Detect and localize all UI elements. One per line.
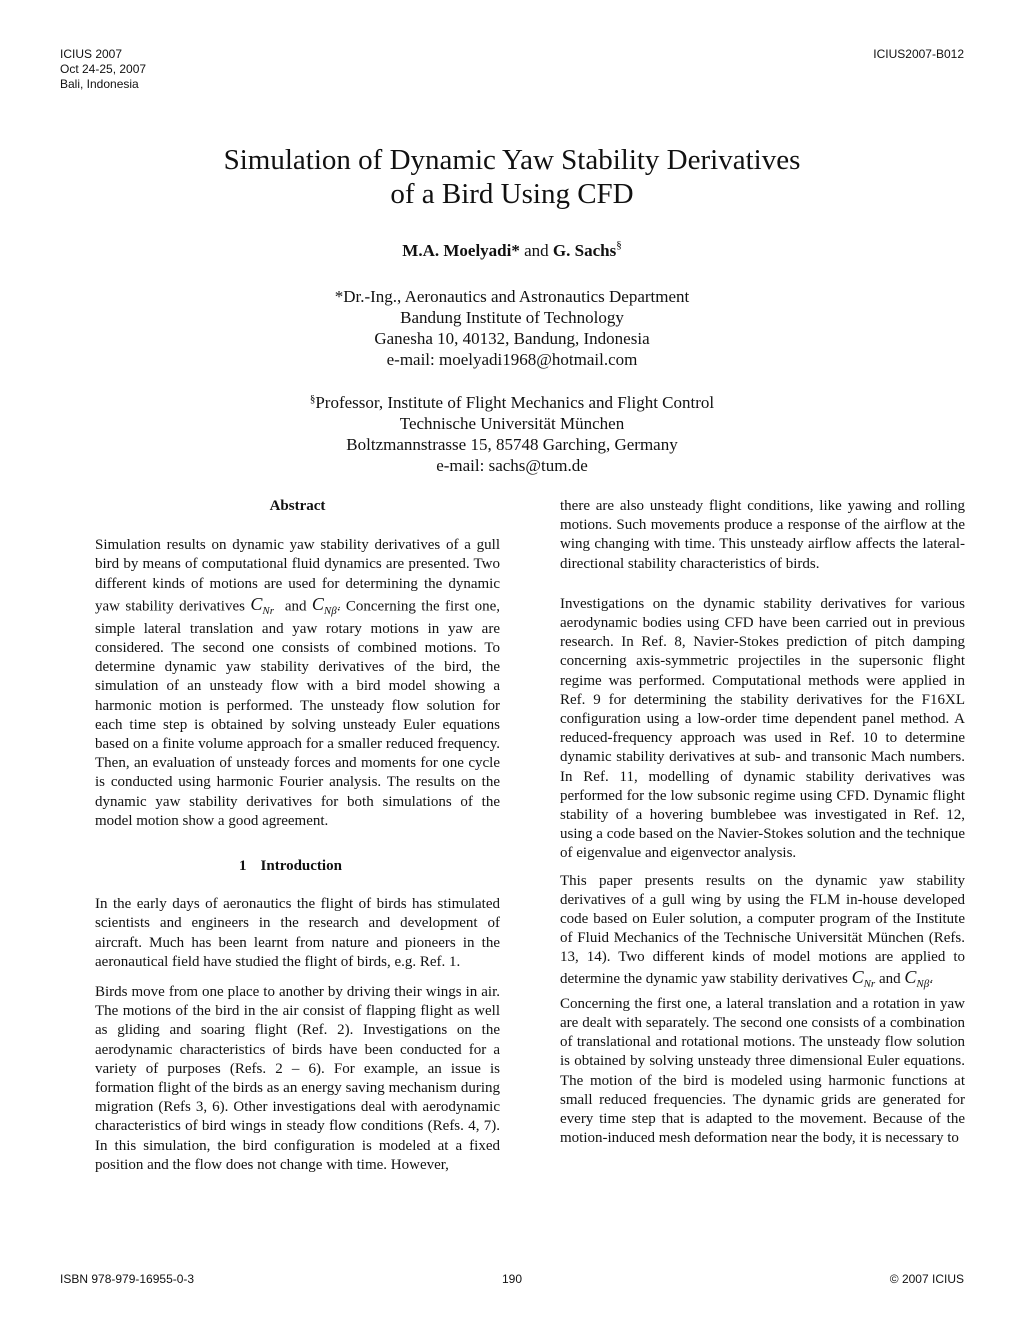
author-2: G. Sachs xyxy=(552,241,617,260)
affiliation-1-email: e-mail: moelyadi1968@hotmail.com xyxy=(386,350,638,369)
affiliation-1-line-1: *Dr.-Ing., Aeronautics and Astronautics Department xyxy=(334,287,690,306)
title-line-2: of a Bird Using CFD xyxy=(390,178,634,210)
affiliation-2-line-3: Boltzmannstrasse 15, 85748 Garching, Germany xyxy=(346,435,678,454)
right-paragraph-2: Investigations on the dynamic stability derivatives for various aerodynamic bodies using CFD have been carried out in previous research. In Ref. 8, Navier-Stokes prediction of pitch damping concerning axis-symmetric projectiles in the supersonic flight regime was performed. Computational methods were applied in Ref. 9 for determining the stability derivatives for the F16XL configuration using a low-order time dependent panel method. A reduced-frequency approach was used in Ref. 10 to determine dynamic stability derivatives at sub- and transonic Mach numbers. In Ref. 11, modelling of dynamic stability derivatives was performed for the low subsonic regime using CFD. Dynamic flight stability of a hovering bumblebee was investigated in Ref. 12, using a code based on the Navier-Stokes solution and the technique of eigenvalue and eigenvector analysis. xyxy=(560,595,965,862)
paper-id: ICIUS2007-B012 xyxy=(873,47,964,61)
right-paragraph-3: This paper presents results on the dynamic yaw stability derivatives of a gull wing by using the FLM in-house developed code based on Euler solution, a computer program of the Institute of Fluid Mechanics of the Technische Universität München (Refs. 13, 14). Two different kinds of model motions are applied to determine the dynamic yaw stability derivatives $C_{Nr}$ and $C_{N\betȧ}$. xyxy=(560,872,965,990)
author-conjunction: and xyxy=(524,241,549,260)
affiliation-2-line-2: Technische Universität München xyxy=(399,414,625,433)
author-list xyxy=(0,240,1024,262)
affiliation-2-email: e-mail: sachs@tum.de xyxy=(436,456,588,475)
conference-location: Bali, Indonesia xyxy=(60,77,139,91)
symbol-cnr: $C_{Nr}$ xyxy=(250,594,274,618)
right-column xyxy=(560,497,965,1160)
abstract-paragraph: Simulation results on dynamic yaw stability derivatives of a gull bird by means of computational fluid dynamics are presented. Two different kinds of motions are used for determining the dynamic yaw stability derivatives $C_{Nr}$ and $C_{N\betȧ}$. Concerning the first one, simple lateral translation and yaw rotary motions in yaw are considered. The second one consists of combined motions. To determine dynamic yaw stability derivatives of the bird, the simulation of an unsteady flow with a bird model showing a harmonic motion is performed. The unsteady flow solution for each time step is obtained by solving unsteady Euler equations based on a finite volume approach for a smaller reduced frequency. Then, an evaluation of unsteady forces and moments for one cycle is conducted using harmonic Fourier analysis. The results on the dynamic yaw stability derivatives for both simulations of the model motion show a good agreement. xyxy=(95,537,500,829)
symbol-cnbeta: $C_{N\betȧ}$ xyxy=(311,594,337,618)
running-header-left xyxy=(60,47,146,92)
intro-paragraph-1: In the early days of aeronautics the flight of birds has stimulated scientists and engineers in the research and development of aircraft. Much has been learnt from nature and pioneers in the aeronautical field have studied the flight of birds, e.g. Ref. 1. xyxy=(95,896,500,970)
right-paragraph-4: Concerning the first one, a lateral translation and a rotation in yaw are dealt with separately. The second one consists of a combination of translational and rotational motions. The unsteady flow solution is obtained by solving unsteady three dimensional Euler equations. The motion of the bird is modeled using harmonic functions at small reduced frequencies. The dynamic grids are generated for every time step that is adapted to the movement. Because of the motion-induced mesh deformation near the body, it is necessary to xyxy=(560,995,965,1147)
right-paragraph-1: there are also unsteady flight conditions, like yawing and rolling motions. Such movements produce a response of the airflow at the wing changing with time. This unsteady airflow affects the lateral-directional stability characteristics of birds. xyxy=(560,498,965,572)
title-line-1: Simulation of Dynamic Yaw Stability Derivatives xyxy=(223,144,801,176)
page-number: 190 xyxy=(501,1272,523,1286)
affiliation-2-line-1: §Professor, Institute of Flight Mechanics and Flight Control xyxy=(309,393,715,412)
conference-dates: Oct 24-25, 2007 xyxy=(60,62,147,76)
symbol-cnbeta: $C_{N\betȧ}$ xyxy=(904,966,930,990)
affiliation-2-mark: § xyxy=(309,393,316,405)
author-2-mark: § xyxy=(616,239,622,251)
intro-paragraph-2: Birds move from one place to another by driving their wings in air. The motions of the bird in the air consist of flapping flight as well as gliding and soaring flight (Ref. 2). Investigations on the aerodynamic characteristics of birds have been conducted for a variety of purposes (Refs. 2 – 6). For example, an issue is formation flight of the birds as an energy saving mechanism during migration (Refs 3, 6). Other investigations deal with aerodynamic characteristics of bird wings in steady flow conditions (Refs. 4, 7). In this simulation, the bird configuration is modeled at a fixed position and the flow does not change with time. However, xyxy=(95,984,500,1173)
conference-name: ICIUS 2007 xyxy=(60,47,123,61)
isbn: ISBN 978-979-16955-0-3 xyxy=(60,1272,195,1286)
copyright: © 2007 ICIUS xyxy=(889,1272,964,1286)
paper-title xyxy=(0,143,1024,211)
section-1-heading xyxy=(95,857,500,876)
section-title: Introduction xyxy=(260,858,342,875)
affiliation-1 xyxy=(0,286,1024,370)
affiliation-1-line-3: Ganesha 10, 40132, Bandung, Indonesia xyxy=(374,329,650,348)
affiliation-1-line-2: Bandung Institute of Technology xyxy=(400,308,624,327)
affiliation-2 xyxy=(0,392,1024,476)
symbol-cnr: $C_{Nr}$ xyxy=(851,966,876,990)
left-column xyxy=(95,497,500,1186)
abstract-heading: Abstract xyxy=(269,498,326,514)
author-1: M.A. Moelyadi* xyxy=(402,241,520,260)
section-number: 1 xyxy=(239,858,247,875)
